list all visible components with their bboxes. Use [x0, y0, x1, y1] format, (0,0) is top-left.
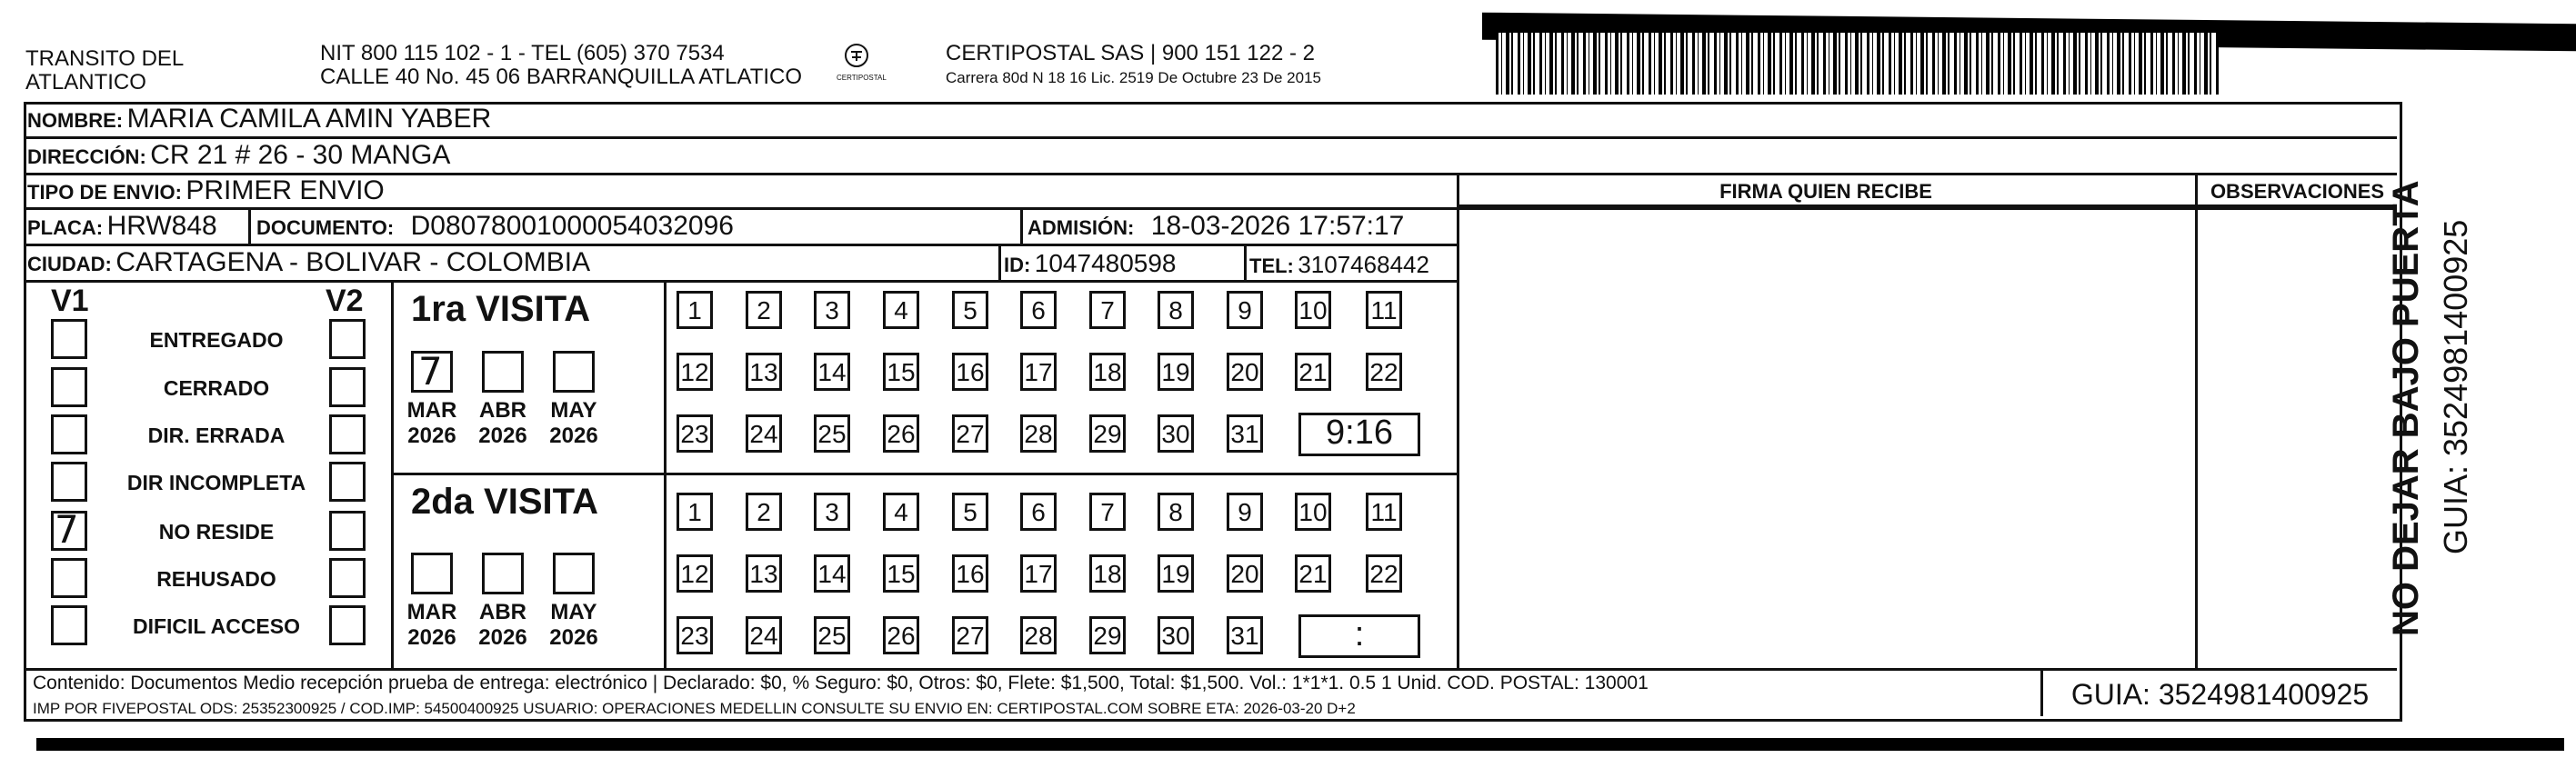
- v1-checkbox[interactable]: [51, 462, 87, 502]
- day-box[interactable]: 18: [1089, 554, 1126, 593]
- day-box[interactable]: 11: [1366, 291, 1402, 329]
- day-box[interactable]: 16: [952, 554, 988, 593]
- day-box[interactable]: 4: [883, 291, 919, 329]
- day-box[interactable]: 26: [883, 616, 919, 654]
- month-year: 2026: [407, 625, 456, 650]
- day-box[interactable]: 23: [677, 414, 713, 453]
- cell-divider: [248, 207, 251, 244]
- admision-value: 18-03-2026 17:57:17: [1150, 211, 1405, 241]
- day-box[interactable]: 25: [814, 414, 850, 453]
- day-box[interactable]: 22: [1366, 554, 1402, 593]
- side-warning: NO DEJAR BAJO PUERTA: [2386, 180, 2426, 636]
- status-label: DIFICIL ACCESO: [132, 614, 300, 638]
- day-box[interactable]: 27: [952, 616, 988, 654]
- ciudad-value: CARTAGENA - BOLIVAR - COLOMBIA: [115, 247, 591, 277]
- row-divider: [24, 136, 2397, 139]
- month-name: ABR: [479, 398, 526, 423]
- org-contact: [320, 42, 802, 89]
- day-box[interactable]: 13: [746, 353, 782, 391]
- day-box[interactable]: 15: [883, 353, 919, 391]
- obs-left-border: [2195, 173, 2198, 668]
- month-label: [400, 398, 464, 449]
- day-box[interactable]: 7: [1089, 493, 1126, 531]
- day-box[interactable]: 8: [1158, 291, 1194, 329]
- day-box[interactable]: 5: [952, 291, 988, 329]
- v1-checkbox[interactable]: [51, 605, 87, 645]
- day-box[interactable]: 30: [1158, 616, 1194, 654]
- month-name: ABR: [479, 600, 526, 624]
- tel-value: 3107468442: [1298, 251, 1429, 278]
- handwritten-v1-mark: 7: [55, 507, 79, 552]
- org-name: [25, 47, 184, 95]
- day-box[interactable]: 2: [746, 493, 782, 531]
- second-visit-title: 2da VISITA: [411, 482, 598, 522]
- firma-left-border: [1457, 173, 1459, 668]
- row-divider: [24, 207, 2397, 210]
- carrier-line: CERTIPOSTAL SAS | 900 151 122 - 2: [946, 41, 1315, 65]
- day-box[interactable]: 12: [677, 554, 713, 593]
- firma-header: FIRMA QUIEN RECIBE: [1719, 180, 1932, 203]
- month-year: 2026: [478, 625, 527, 650]
- status-label: DIR. ERRADA: [147, 424, 286, 447]
- v1-checkbox[interactable]: [51, 367, 87, 407]
- nombre-label: NOMBRE:: [27, 109, 124, 132]
- month-label: [542, 398, 606, 449]
- day-box[interactable]: 1: [677, 291, 713, 329]
- day-box[interactable]: 30: [1158, 414, 1194, 453]
- logo-text: CERTIPOSTAL: [837, 74, 887, 82]
- day-box[interactable]: 12: [677, 353, 713, 391]
- certipostal-logo: [837, 42, 887, 82]
- day-box[interactable]: 29: [1089, 616, 1126, 654]
- contenido-text: Contenido: Documentos Medio recepción prueba de entrega: electrónico | Declarado: $0, % Seguro: $0, Otros: $0, Flete: $1,500, Total: $1,500. Vol.: 1*1*1. 0.5 1 Unid. COD. POSTAL: 130001: [33, 673, 1649, 693]
- day-box[interactable]: 9: [1227, 493, 1263, 531]
- v2-checkbox[interactable]: [329, 605, 366, 645]
- day-box[interactable]: 11: [1366, 493, 1402, 531]
- day-box[interactable]: 14: [814, 554, 850, 593]
- month-name: MAY: [550, 600, 597, 624]
- day-box[interactable]: 16: [952, 353, 988, 391]
- id-row: [1004, 249, 1177, 278]
- day-box[interactable]: 24: [746, 414, 782, 453]
- barcode: [1496, 33, 2219, 95]
- month-checkbox[interactable]: [553, 351, 595, 393]
- v2-checkbox[interactable]: [329, 319, 366, 359]
- direccion-label: DIRECCIÓN:: [27, 145, 146, 168]
- day-box[interactable]: 18: [1089, 353, 1126, 391]
- day-box[interactable]: 31: [1227, 414, 1263, 453]
- day-box[interactable]: 22: [1366, 353, 1402, 391]
- cell-divider: [998, 244, 1001, 280]
- day-box[interactable]: 13: [746, 554, 782, 593]
- day-box[interactable]: 6: [1020, 493, 1057, 531]
- day-box[interactable]: 14: [814, 353, 850, 391]
- day-box[interactable]: 21: [1295, 554, 1331, 593]
- side-guia: GUIA: 3524981400925: [2437, 219, 2474, 554]
- ciudad-row: [27, 247, 590, 278]
- v1-checkbox[interactable]: [51, 558, 87, 598]
- cell-divider: [1244, 244, 1247, 280]
- v2-checkbox[interactable]: [329, 367, 366, 407]
- v1-label: V1: [51, 284, 89, 318]
- direccion-value: CR 21 # 26 - 30 MANGA: [150, 140, 451, 170]
- tipo-value: PRIMER ENVIO: [185, 175, 385, 205]
- day-box[interactable]: 8: [1158, 493, 1194, 531]
- tipo-row: [27, 175, 385, 206]
- day-box[interactable]: 17: [1020, 554, 1057, 593]
- address-line: CALLE 40 No. 45 06 BARRANQUILLA ATLATICO: [320, 65, 803, 89]
- nombre-row: [27, 104, 491, 135]
- day-box[interactable]: 1: [677, 493, 713, 531]
- v2-checkbox[interactable]: [329, 558, 366, 598]
- month-checkbox[interactable]: [553, 553, 595, 594]
- day-box[interactable]: 24: [746, 616, 782, 654]
- first-visit-title: 1ra VISITA: [411, 289, 591, 329]
- status-label: REHUSADO: [156, 567, 276, 591]
- admision-row: [1027, 211, 1404, 242]
- month-checkbox[interactable]: [411, 553, 453, 594]
- month-label: [400, 600, 464, 651]
- month-year: 2026: [478, 424, 527, 448]
- day-box[interactable]: 29: [1089, 414, 1126, 453]
- day-box[interactable]: 15: [883, 554, 919, 593]
- row-divider: [24, 244, 1457, 246]
- day-box[interactable]: 2: [746, 291, 782, 329]
- status-label: DIR INCOMPLETA: [126, 471, 306, 494]
- org-line2: ATLANTICO: [25, 70, 146, 95]
- day-box[interactable]: 7: [1089, 291, 1126, 329]
- day-box[interactable]: 9: [1227, 291, 1263, 329]
- day-box[interactable]: 26: [883, 414, 919, 453]
- month-name: MAR: [406, 600, 457, 624]
- day-box[interactable]: 5: [952, 493, 988, 531]
- month-year: 2026: [549, 625, 598, 650]
- admision-label: ADMISIÓN:: [1027, 216, 1135, 239]
- documento-label: DOCUMENTO:: [256, 216, 395, 239]
- handwritten-month-mark: 7: [418, 349, 443, 394]
- month-label: [542, 600, 606, 651]
- day-box[interactable]: 19: [1158, 353, 1194, 391]
- nombre-value: MARIA CAMILA AMIN YABER: [126, 104, 492, 134]
- day-box[interactable]: 25: [814, 616, 850, 654]
- day-box[interactable]: 28: [1020, 616, 1057, 654]
- placa-value: HRW848: [106, 211, 217, 241]
- day-box[interactable]: 10: [1295, 291, 1331, 329]
- month-year: 2026: [407, 424, 456, 448]
- time-box[interactable]: :: [1298, 614, 1420, 658]
- status-label: ENTREGADO: [149, 328, 284, 352]
- month-year: 2026: [549, 424, 598, 448]
- day-box[interactable]: 31: [1227, 616, 1263, 654]
- time-box[interactable]: 9:16: [1298, 413, 1420, 456]
- documento-value: D08078001000054032096: [410, 211, 734, 241]
- day-box[interactable]: 27: [952, 414, 988, 453]
- month-name: MAR: [406, 398, 457, 423]
- status-label: CERRADO: [163, 376, 270, 400]
- tel-label: TEL:: [1249, 254, 1294, 277]
- day-box[interactable]: 20: [1227, 554, 1263, 593]
- cell-divider: [1020, 207, 1023, 244]
- visits-divider: [391, 473, 1457, 475]
- v2-checkbox[interactable]: [329, 511, 366, 551]
- day-box[interactable]: 3: [814, 291, 850, 329]
- footer-guia: GUIA: 3524981400925: [2070, 678, 2370, 711]
- day-box[interactable]: 20: [1227, 353, 1263, 391]
- placa-row: [27, 211, 217, 242]
- observaciones-header: OBSERVACIONES: [2210, 180, 2385, 203]
- day-box[interactable]: 10: [1295, 493, 1331, 531]
- carrier-info: [946, 42, 1321, 87]
- row-divider: [24, 280, 1457, 283]
- tipo-label: TIPO DE ENVIO:: [27, 181, 182, 204]
- month-label: [471, 600, 535, 651]
- bottom-edge-bar: [36, 738, 2564, 751]
- status-label: NO RESIDE: [158, 520, 275, 544]
- day-box[interactable]: 17: [1020, 353, 1057, 391]
- day-box[interactable]: 28: [1020, 414, 1057, 453]
- org-line1: TRANSITO DEL: [25, 46, 185, 71]
- logo-icon: [843, 42, 870, 69]
- day-box[interactable]: 19: [1158, 554, 1194, 593]
- carrier-sub: Carrera 80d N 18 16 Lic. 2519 De Octubre 23 De 2015: [946, 69, 1321, 86]
- placa-label: PLACA:: [27, 216, 104, 239]
- v2-label: V2: [326, 284, 364, 318]
- documento-row: [256, 211, 734, 242]
- nit-line: NIT 800 115 102 - 1 - TEL (605) 370 7534: [320, 41, 725, 65]
- month-checkbox[interactable]: [482, 351, 524, 393]
- tel-row: [1249, 251, 1429, 279]
- ciudad-label: CIUDAD:: [27, 253, 112, 275]
- day-box[interactable]: 23: [677, 616, 713, 654]
- id-label: ID:: [1004, 254, 1031, 276]
- day-box[interactable]: 21: [1295, 353, 1331, 391]
- id-value: 1047480598: [1034, 249, 1177, 277]
- v2-checkbox[interactable]: [329, 462, 366, 502]
- month-checkbox[interactable]: [482, 553, 524, 594]
- v1-checkbox[interactable]: [51, 319, 87, 359]
- v2-checkbox[interactable]: [329, 414, 366, 454]
- month-name: MAY: [550, 398, 597, 423]
- columns-header-line: [1457, 204, 2397, 207]
- imp-text: IMP POR FIVEPOSTAL ODS: 25352300925 / COD.IMP: 54500400925 USUARIO: OPERACIONES MEDELLIN CONSULTE SU ENVIO EN: CERTIPOSTAL.COM SOBRE ETA: 2026-03-20 D+2: [33, 700, 1356, 717]
- direccion-row: [27, 140, 450, 171]
- v1-checkbox[interactable]: [51, 414, 87, 454]
- day-box[interactable]: 3: [814, 493, 850, 531]
- day-box[interactable]: 4: [883, 493, 919, 531]
- month-label: [471, 398, 535, 449]
- day-box[interactable]: 6: [1020, 291, 1057, 329]
